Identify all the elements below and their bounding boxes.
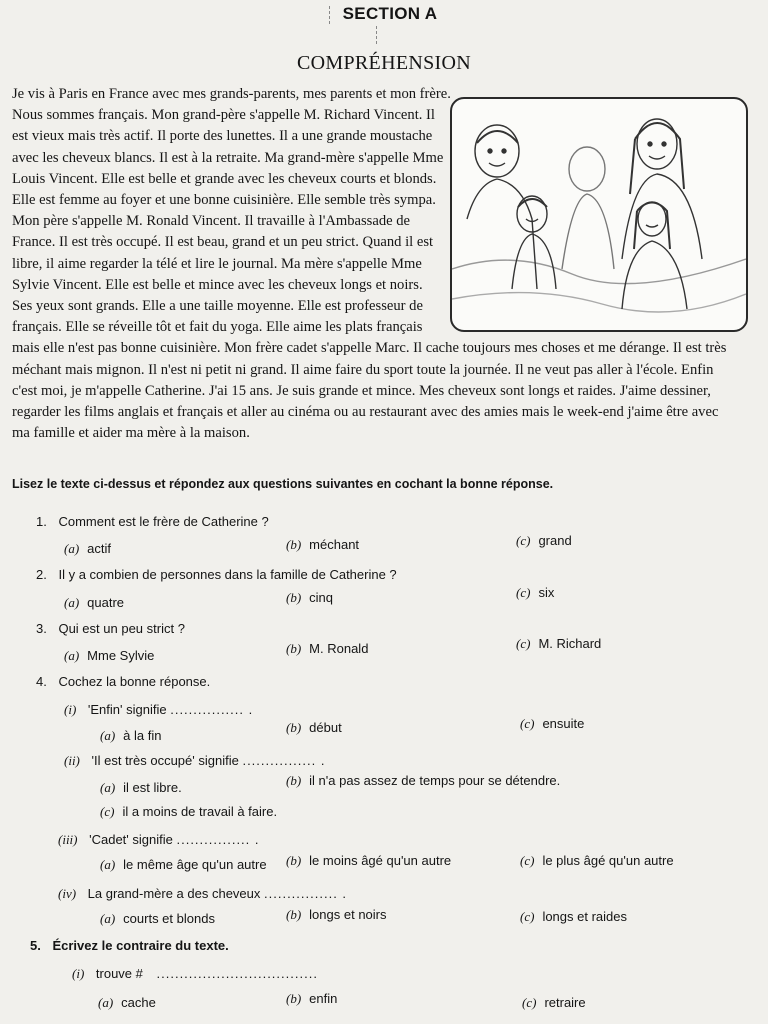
question-5 xyxy=(30,938,229,953)
question-2 xyxy=(36,567,397,582)
q4ii-option-b[interactable]: (b) il n'a pas assez de temps pour se détendre. xyxy=(286,773,561,788)
q2-option-b[interactable]: (b) cinq xyxy=(286,590,334,605)
passage-line: Je vis à Paris en France avec mes grands-parents, mes parents et mon frère. xyxy=(12,86,451,102)
passage-line: méchant mais mignon. Il n'est ni petit ni grand. Il aime faire du sport toute la journée. Il ne veut pas aller à l'école. Enfin xyxy=(12,361,714,378)
question-4iv: (iv) La grand-mère a des cheveux ................ . xyxy=(58,886,348,901)
q4iv-option-a[interactable]: (a) courts et blonds xyxy=(100,911,215,926)
question-4i: (i) 'Enfin' signifie ................ . xyxy=(64,702,254,717)
page-title: COMPRÉHENSION xyxy=(297,52,471,74)
section-label-text: SECTION A xyxy=(342,4,438,23)
passage-line: libre, il aime regarder la télé et lire le journal. Ma mère s'appelle Mme xyxy=(12,255,422,272)
passage-line: Nous sommes français. Mon grand-père s'appelle M. Richard Vincent. Il xyxy=(12,107,435,124)
q3-option-c[interactable]: (c) M. Richard xyxy=(516,636,602,651)
passage-line: ma famille et aider ma mère à la maison. xyxy=(12,425,250,442)
answer-blank[interactable]: ................ . xyxy=(242,753,326,768)
passage-line: c'est moi, je m'appelle Catherine. J'ai 15 ans. Je suis grande et mince. Mes cheveux sont longs et raides. J'aime dessiner, xyxy=(12,382,711,399)
question-number: 4. xyxy=(36,674,47,689)
passage-line: français. Elle se réveille tôt et fait du yoga. Elle aime les plats français xyxy=(12,319,423,336)
left-divider xyxy=(329,6,333,24)
question-text: Qui est un peu strict ? xyxy=(58,621,185,636)
q1-option-c[interactable]: (c) grand xyxy=(516,533,572,548)
q2-option-a[interactable]: (a) quatre xyxy=(64,595,125,610)
question-3 xyxy=(36,621,185,636)
question-number: 3. xyxy=(36,621,47,636)
q4i-option-a[interactable]: (a) à la fin xyxy=(100,728,162,743)
q5i-option-a[interactable]: (a) cache xyxy=(98,995,156,1010)
passage-line: regarder les films anglais et français et aller au cinéma ou au restaurant avec des amies mais le week-end j'aime être avec xyxy=(12,404,719,421)
q5i-option-b[interactable]: (b) enfin xyxy=(286,991,338,1006)
passage-line: avec les cheveux blancs. Il est à la retraite. Ma grand-mère s'appelle Mme xyxy=(12,149,444,166)
q4iv-option-c[interactable]: (c) longs et raides xyxy=(520,909,627,924)
passage-line: Sylvie Vincent. Elle est belle et mince avec les cheveux longs et noirs. xyxy=(12,276,423,293)
q1-option-b[interactable]: (b) méchant xyxy=(286,537,360,552)
answer-blank[interactable]: ................ . xyxy=(176,832,260,847)
question-text: Il y a combien de personnes dans la famille de Catherine ? xyxy=(58,567,397,582)
question-4ii: (ii) 'Il est très occupé' signifie ................ . xyxy=(64,753,326,768)
question-number: 1. xyxy=(36,514,47,529)
question-5i: (i) trouve # ................................... xyxy=(72,966,318,981)
question-1 xyxy=(36,514,269,529)
passage-line: Ses yeux sont grands. Elle a une taille moyenne. Elle est professeur de xyxy=(12,298,423,315)
q4iii-option-b[interactable]: (b) le moins âgé qu'un autre xyxy=(286,853,452,868)
q1-option-a[interactable]: (a) actif xyxy=(64,541,112,556)
question-text: Cochez la bonne réponse. xyxy=(58,674,211,689)
passage-line: est vieux mais très actif. Il porte des lunettes. Il a une grande moustache xyxy=(12,128,433,145)
question-number: 5. xyxy=(30,938,41,953)
instruction-text: Lisez le texte ci-dessus et répondez aux questions suivantes en cochant la bonne réponse. xyxy=(12,477,554,491)
q4i-option-b[interactable]: (b) début xyxy=(286,720,342,735)
passage-line: France. Il est très occupé. Il est beau, grand et un peu strict. Quand il est xyxy=(12,234,434,251)
q4ii-option-c[interactable]: (c) il a moins de travail à faire. xyxy=(100,804,278,819)
answer-blank[interactable]: ................................... xyxy=(156,966,318,981)
reading-passage xyxy=(12,84,742,444)
passage-line: Mon père s'appelle M. Ronald Vincent. Il travaille à l'Ambassade de xyxy=(12,213,411,230)
passage-line: mais elle n'est pas bonne cuisinière. Mon frère cadet s'appelle Marc. Il cache toujours mes choses et me dérange. Il est très xyxy=(12,340,727,357)
question-text: Écrivez le contraire du texte. xyxy=(52,938,229,953)
question-text: Comment est le frère de Catherine ? xyxy=(58,514,269,529)
answer-blank[interactable]: ................ . xyxy=(170,702,254,717)
section-heading xyxy=(318,4,438,44)
q5i-option-c[interactable]: (c) retraire xyxy=(522,995,586,1010)
passage-line: Louis Vincent. Elle est belle et grande avec les cheveux courts et blonds. xyxy=(12,170,437,187)
q4iii-option-c[interactable]: (c) le plus âgé qu'un autre xyxy=(520,853,674,868)
question-number: 2. xyxy=(36,567,47,582)
q3-option-b[interactable]: (b) M. Ronald xyxy=(286,641,369,656)
q4i-option-c[interactable]: (c) ensuite xyxy=(520,716,585,731)
question-4 xyxy=(36,674,210,689)
q2-option-c[interactable]: (c) six xyxy=(516,585,555,600)
right-divider xyxy=(376,26,380,44)
q4iii-option-a[interactable]: (a) le même âge qu'un autre xyxy=(100,857,267,872)
q4iv-option-b[interactable]: (b) longs et noirs xyxy=(286,907,387,922)
passage-line: Elle est femme au foyer et une bonne cuisinière. Elle semble très sympa. xyxy=(12,192,436,209)
question-4iii: (iii) 'Cadet' signifie ................ . xyxy=(58,832,260,847)
answer-blank[interactable]: ................ . xyxy=(264,886,348,901)
q3-option-a[interactable]: (a) Mme Sylvie xyxy=(64,648,155,663)
q4ii-option-a[interactable]: (a) il est libre. xyxy=(100,780,182,795)
